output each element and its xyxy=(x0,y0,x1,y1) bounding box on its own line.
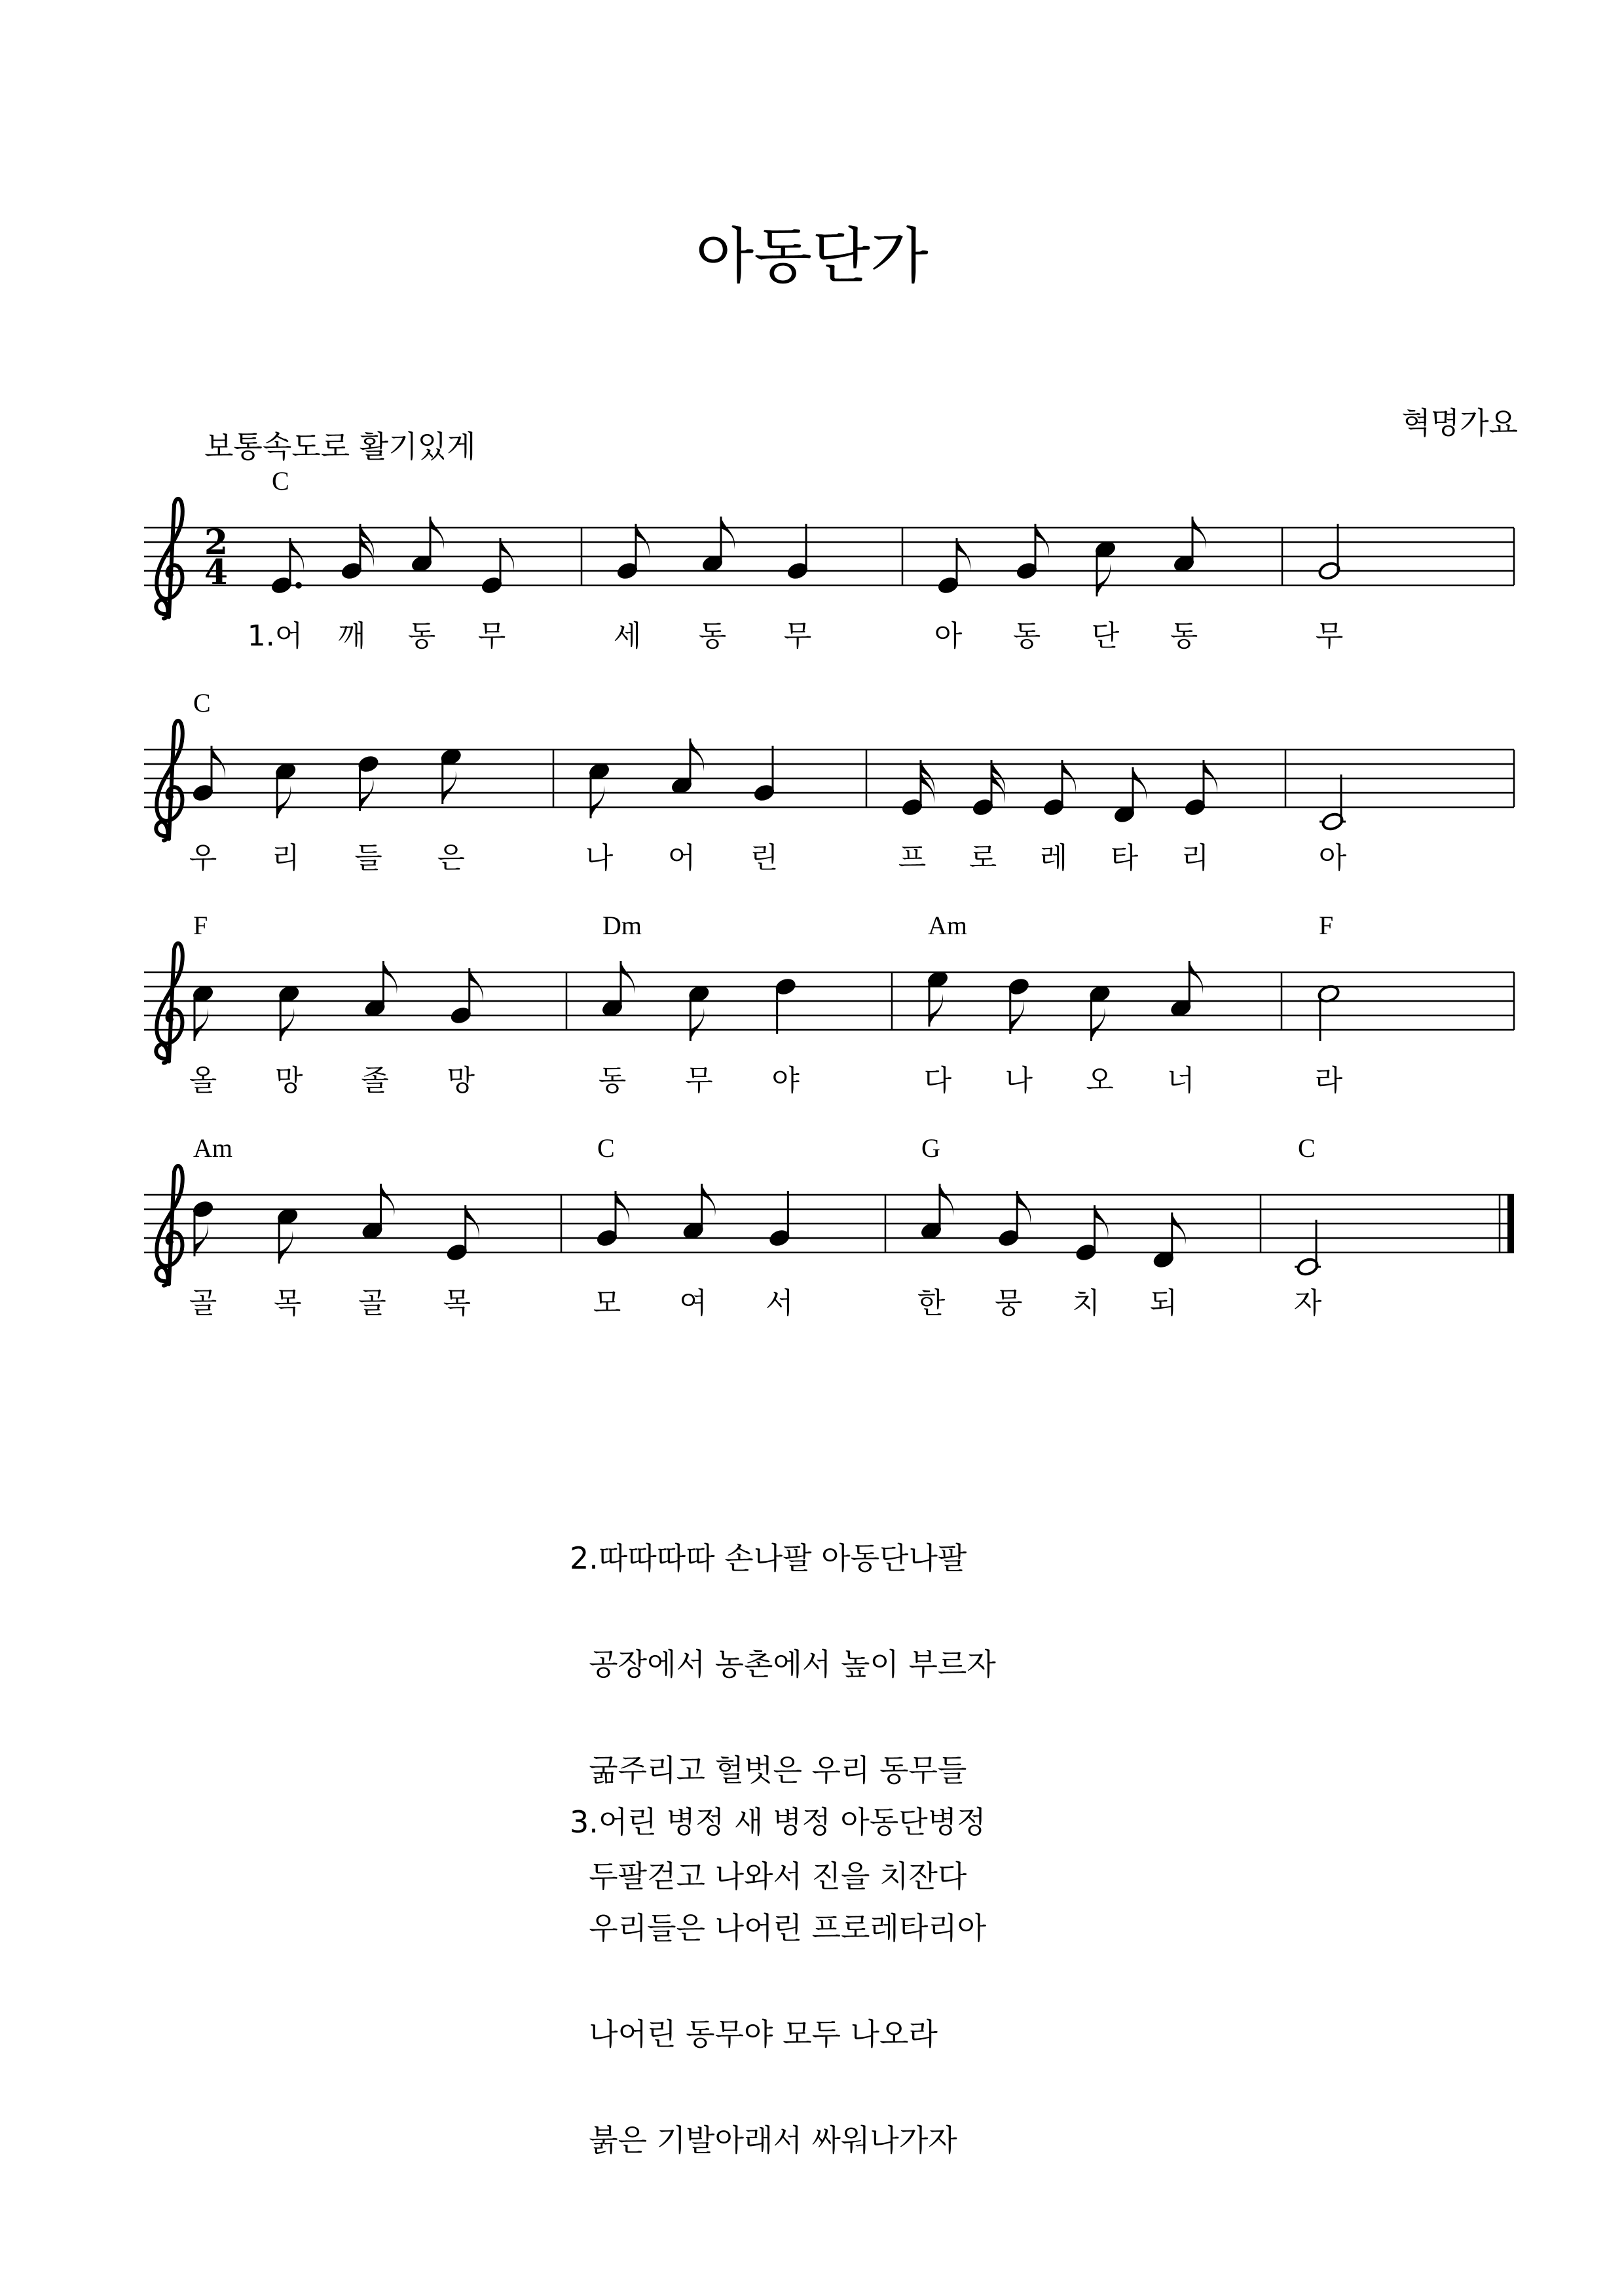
chord-symbol: Dm xyxy=(602,911,642,940)
lyric-syllable: 프 xyxy=(898,841,927,875)
final-bar-line xyxy=(1507,1195,1514,1252)
lyric-syllable: 망 xyxy=(447,1064,475,1097)
staff-system xyxy=(144,466,1514,653)
chord-symbol: Am xyxy=(928,911,967,940)
lyric-syllable: 야 xyxy=(771,1064,800,1097)
note xyxy=(1007,977,1031,1034)
lyric-syllable: 망 xyxy=(274,1064,303,1097)
chord-symbol: C xyxy=(272,466,289,496)
lyric-syllable: 타 xyxy=(1110,841,1139,875)
note xyxy=(682,1184,716,1241)
note-flag xyxy=(621,961,635,994)
lyric-syllable: 단 xyxy=(1091,619,1120,653)
note-flag xyxy=(1133,767,1147,800)
chord-symbol: C xyxy=(193,688,211,718)
note-flag xyxy=(690,738,704,771)
chord-symbol: C xyxy=(1298,1133,1316,1163)
verse-line: 공장에서 농촌에서 높이 부르자 xyxy=(570,1647,996,1682)
lyric-syllable: 린 xyxy=(750,841,779,875)
chord-symbol: G xyxy=(921,1133,940,1163)
note xyxy=(1295,1220,1321,1277)
staff-system xyxy=(144,1133,1514,1320)
note-flag xyxy=(929,994,943,1027)
note xyxy=(1042,760,1076,817)
note-flag xyxy=(1095,1205,1109,1238)
note-flag xyxy=(384,961,397,994)
note xyxy=(616,524,650,581)
time-signature-bottom: 4 xyxy=(204,553,229,592)
note-flag xyxy=(636,524,650,556)
lyric-syllable: 아 xyxy=(934,619,963,653)
note xyxy=(1094,539,1117,596)
note xyxy=(276,1207,299,1264)
lyric-syllable: 자 xyxy=(1293,1286,1322,1320)
composer-label: 혁명가요 xyxy=(1401,405,1518,441)
note-flag xyxy=(443,771,456,804)
note xyxy=(1169,961,1203,1018)
note xyxy=(1075,1205,1109,1262)
treble-clef-icon xyxy=(156,1166,183,1286)
lyric-syllable: 올 xyxy=(189,1064,217,1097)
note-flag xyxy=(1010,1001,1024,1034)
lyric-syllable: 오 xyxy=(1086,1064,1114,1097)
staff-system xyxy=(144,688,1514,875)
note xyxy=(449,968,483,1025)
note-flag xyxy=(591,786,604,818)
chord-symbol: C xyxy=(597,1133,615,1163)
lyric-syllable: 무 xyxy=(685,1064,713,1097)
note xyxy=(439,747,463,804)
lyric-syllable: 치 xyxy=(1072,1286,1100,1320)
lyric-syllable: 동 xyxy=(698,619,727,653)
lyric-syllable: 아 xyxy=(1318,841,1347,875)
lyric-syllable: 한 xyxy=(917,1286,946,1320)
note-flag xyxy=(500,538,514,571)
note xyxy=(595,1191,629,1248)
note xyxy=(1318,524,1341,581)
lyric-syllable: 골 xyxy=(358,1286,386,1320)
note xyxy=(926,970,950,1027)
song-title: 아동단가 xyxy=(695,221,929,291)
tempo-marking: 보통속도로 활기있게 xyxy=(204,429,476,464)
note xyxy=(363,961,397,1018)
note-flag xyxy=(280,1008,294,1041)
verse-3 xyxy=(570,1734,986,2193)
note xyxy=(357,754,380,811)
lyric-syllable: 되 xyxy=(1149,1286,1178,1320)
note-flag xyxy=(470,968,483,1001)
note-flag xyxy=(940,1184,953,1216)
treble-clef-icon xyxy=(156,721,183,841)
note-flag xyxy=(1192,517,1206,549)
note-flag xyxy=(1172,1212,1186,1245)
lyric-syllable: 우 xyxy=(189,841,217,875)
lyric-syllable: 동 xyxy=(598,1064,627,1097)
note-flag xyxy=(1062,760,1076,793)
verse-line: 우리들은 나어린 프로레타리아 xyxy=(570,1910,987,1946)
staff-system xyxy=(144,911,1514,1097)
note xyxy=(670,738,704,795)
note-flag xyxy=(466,1205,479,1238)
note xyxy=(600,961,635,1018)
lyric-syllable: 무 xyxy=(1315,619,1344,653)
note-flag xyxy=(360,778,374,811)
note-flag xyxy=(279,1231,293,1264)
lyric-syllable: 모 xyxy=(593,1286,621,1320)
lyric-syllable: 목 xyxy=(443,1286,471,1320)
note xyxy=(410,517,444,574)
note xyxy=(900,760,934,817)
note xyxy=(191,1199,215,1256)
note xyxy=(687,984,710,1041)
lyric-syllable: 동 xyxy=(1012,619,1041,653)
augmentation-dot xyxy=(295,582,302,589)
note-flag xyxy=(381,1184,395,1216)
note-flag xyxy=(430,517,444,549)
lyric-syllable: 깨 xyxy=(337,619,366,653)
note xyxy=(445,1205,479,1262)
note-flag xyxy=(1035,524,1049,556)
verse-line: 3.어린 병정 새 병정 아동단병정 xyxy=(570,1804,986,1840)
lyric-syllable: 동 xyxy=(1170,619,1198,653)
note-flag xyxy=(957,538,970,571)
lyric-syllable: 뭉 xyxy=(994,1286,1023,1320)
note-flag xyxy=(194,1224,208,1256)
lyric-syllable: 나 xyxy=(1005,1064,1033,1097)
note xyxy=(191,984,215,1041)
note xyxy=(774,977,798,1034)
note xyxy=(1320,774,1346,831)
note-flag xyxy=(1017,1191,1031,1224)
note-flag xyxy=(290,538,304,571)
note-flag xyxy=(616,1191,629,1224)
lyric-syllable: 서 xyxy=(766,1286,794,1320)
note-flag xyxy=(721,517,735,549)
treble-clef-icon xyxy=(156,499,183,619)
verse-line: 2.따따따따 손나팔 아동단나팔 xyxy=(570,1540,967,1576)
note xyxy=(767,1191,791,1248)
note xyxy=(277,984,301,1041)
chord-symbol: F xyxy=(193,911,208,940)
chord-symbol: Am xyxy=(193,1133,232,1163)
note-flag xyxy=(1097,564,1111,596)
lyric-syllable: 너 xyxy=(1166,1064,1195,1097)
lyric-syllable: 목 xyxy=(273,1286,302,1320)
lyric-syllable: 들 xyxy=(354,841,382,875)
note-flag xyxy=(1189,961,1203,994)
lyric-syllable: 동 xyxy=(407,619,436,653)
lyric-syllable: 무 xyxy=(477,619,506,653)
note xyxy=(1088,984,1112,1041)
note xyxy=(1183,760,1217,817)
verse-line: 나어린 동무야 모두 나오라 xyxy=(570,2016,938,2052)
note-flag xyxy=(1204,760,1217,793)
note xyxy=(1152,1212,1186,1269)
lyric-syllable: 나 xyxy=(585,841,614,875)
lyric-syllable: 졸 xyxy=(361,1064,389,1097)
lyric-syllable: 은 xyxy=(437,841,466,875)
note xyxy=(919,1184,953,1241)
note xyxy=(340,524,374,581)
lyric-syllable: 로 xyxy=(969,841,997,875)
lyric-syllable: 리 xyxy=(271,841,300,875)
note xyxy=(1015,524,1049,581)
treble-clef-icon xyxy=(156,943,183,1063)
lyric-syllable: 1.어 xyxy=(247,619,303,653)
note-flag xyxy=(194,1008,208,1041)
note xyxy=(786,524,809,581)
lyric-syllable: 리 xyxy=(1181,841,1209,875)
note xyxy=(191,746,225,803)
note xyxy=(1172,517,1206,574)
chord-symbol: F xyxy=(1319,911,1334,940)
verse-line: 두팔걷고 나와서 진을 치잔다 xyxy=(570,1859,967,1894)
lyric-syllable: 어 xyxy=(667,841,696,875)
lyric-syllable: 라 xyxy=(1314,1064,1343,1097)
note-flag xyxy=(277,786,291,818)
note xyxy=(270,538,304,595)
time-signature-top: 2 xyxy=(204,522,229,562)
note-flag xyxy=(702,1184,716,1216)
note xyxy=(1317,984,1340,1041)
lyric-syllable: 다 xyxy=(923,1064,952,1097)
note xyxy=(274,761,297,818)
note xyxy=(587,761,611,818)
lyric-syllable: 골 xyxy=(189,1286,217,1320)
note xyxy=(971,760,1005,817)
note xyxy=(752,746,776,803)
note-flag xyxy=(1092,1008,1105,1041)
lyric-syllable: 무 xyxy=(783,619,812,653)
lyric-syllable: 레 xyxy=(1039,841,1068,875)
note xyxy=(1113,767,1147,824)
note-flag xyxy=(690,1008,704,1041)
lyric-syllable: 여 xyxy=(679,1286,707,1320)
verse-line: 굶주리고 헐벗은 우리 동무들 xyxy=(570,1753,967,1788)
note xyxy=(997,1191,1031,1248)
note-flag xyxy=(212,746,225,778)
note xyxy=(361,1184,395,1241)
lyric-syllable: 세 xyxy=(613,619,642,653)
note xyxy=(701,517,735,574)
note xyxy=(936,538,970,595)
verse-line: 붉은 기발아래서 싸워나가자 xyxy=(570,2123,957,2158)
note xyxy=(480,538,514,595)
